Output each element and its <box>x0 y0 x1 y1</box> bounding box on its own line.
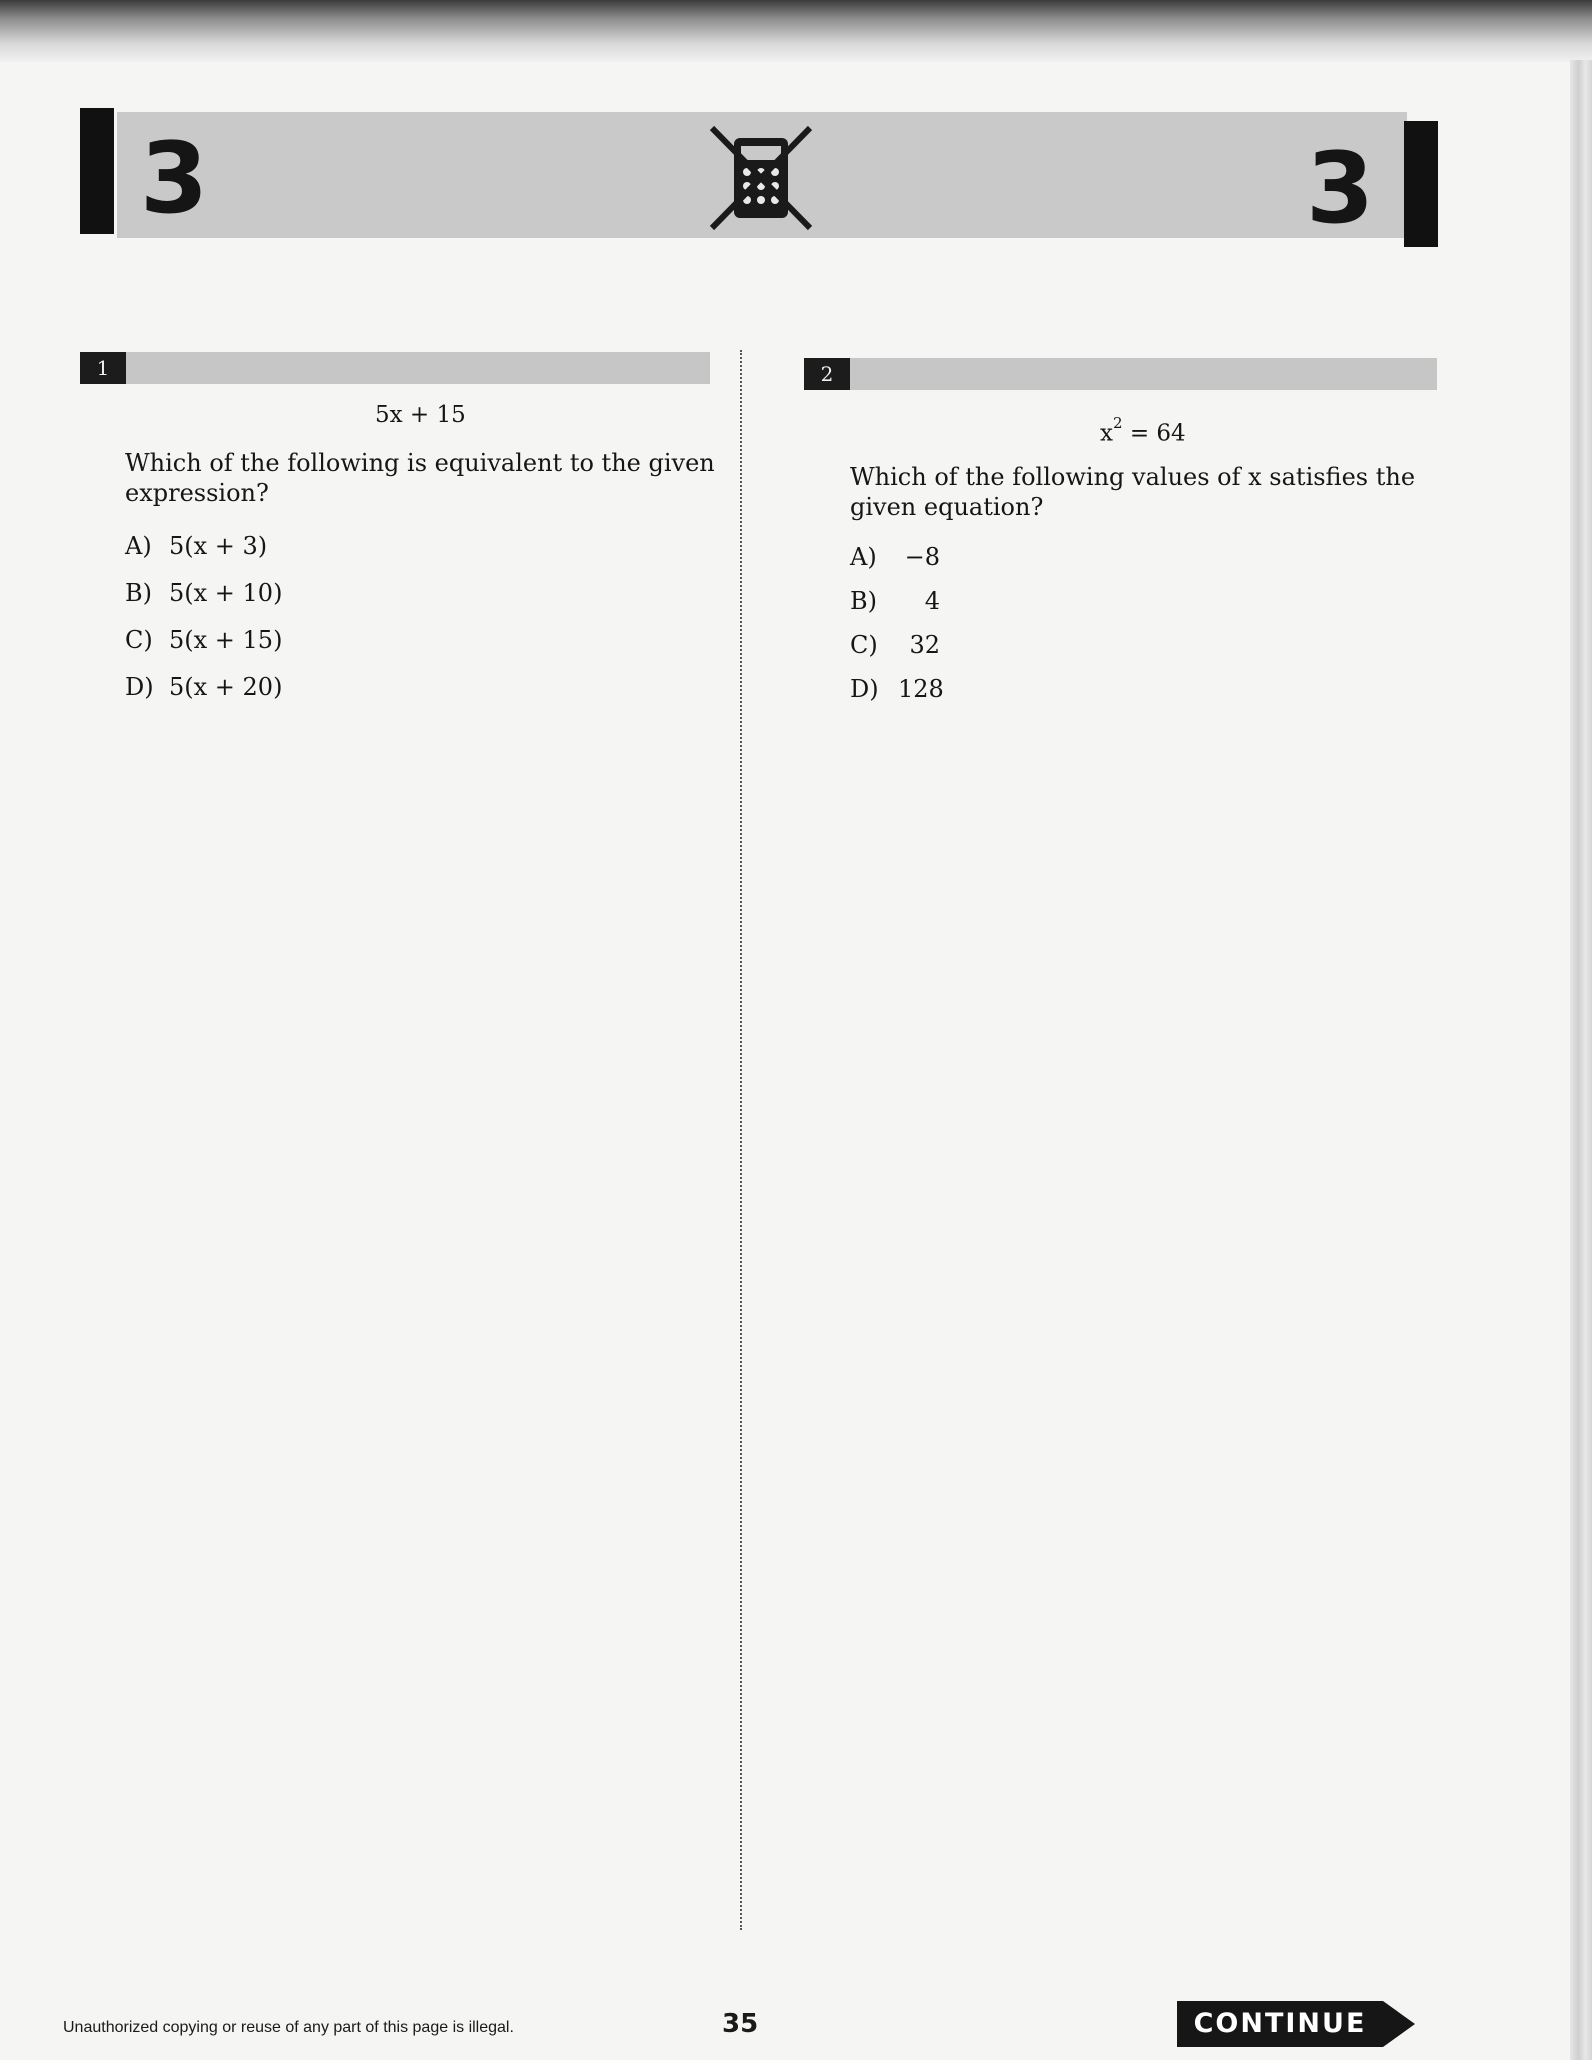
answer-choice[interactable] <box>850 630 940 674</box>
scan-shadow <box>0 0 1592 62</box>
choice-text: 5(x + 3) <box>169 532 268 560</box>
choice-letter: B) <box>850 587 877 615</box>
given-expression: 5x + 15 <box>375 402 466 428</box>
column-divider <box>740 350 742 1930</box>
choice-letter: B) <box>125 579 152 607</box>
choice-text: 4 <box>924 587 940 615</box>
question-header-bar <box>804 358 1437 390</box>
answer-choice[interactable] <box>850 586 940 630</box>
section-marker-left <box>80 108 114 234</box>
choice-text: 5(x + 20) <box>169 673 283 701</box>
given-equation <box>1100 413 1186 448</box>
choice-letter: A) <box>125 532 152 560</box>
equation-rest: = 64 <box>1122 420 1186 447</box>
choice-text: 128 <box>898 675 944 703</box>
answer-choice[interactable] <box>125 625 282 672</box>
page-number: 35 <box>722 2009 759 2039</box>
section-number-left: 3 <box>140 122 209 236</box>
answer-choice[interactable] <box>850 674 944 718</box>
continue-label: CONTINUE <box>1193 2008 1367 2039</box>
question-number: 1 <box>80 352 126 384</box>
equation-exponent: 2 <box>1112 414 1123 432</box>
choice-letter: D) <box>850 675 879 703</box>
choice-text: 5(x + 15) <box>169 626 283 654</box>
page-edge <box>1570 60 1592 2060</box>
section-marker-right <box>1404 121 1438 247</box>
question-prompt: Which of the following is equivalent to the given expression? <box>125 449 715 507</box>
question-number: 2 <box>804 358 850 390</box>
choice-letter: D) <box>125 673 154 701</box>
copyright-notice: Unauthorized copying or reuse of any part of this page is illegal. <box>63 2019 514 2036</box>
question-prompt: Which of the following values of x satisfies the given equation? <box>850 463 1416 521</box>
continue-arrow <box>1177 2001 1415 2047</box>
choice-letter: A) <box>850 543 877 571</box>
equation-variable: x <box>1100 420 1113 447</box>
answer-choices <box>850 542 944 718</box>
answer-choice[interactable] <box>850 542 940 586</box>
answer-choices <box>125 531 282 719</box>
answer-choice[interactable] <box>125 672 282 719</box>
choice-text: 5(x + 10) <box>169 579 283 607</box>
no-calculator-icon <box>706 124 816 234</box>
answer-choice[interactable] <box>125 578 282 625</box>
choice-text: −8 <box>904 543 940 571</box>
choice-text: 32 <box>909 631 940 659</box>
answer-choice[interactable] <box>125 531 282 578</box>
choice-letter: C) <box>850 631 878 659</box>
question-header-bar <box>80 352 710 384</box>
section-number-right: 3 <box>1306 132 1375 246</box>
choice-letter: C) <box>125 626 153 654</box>
